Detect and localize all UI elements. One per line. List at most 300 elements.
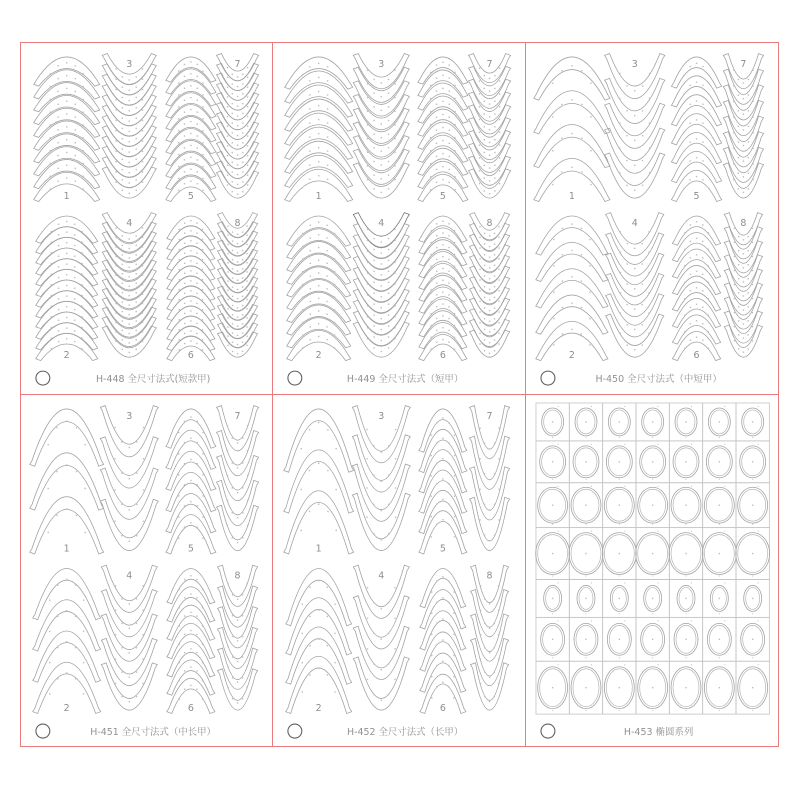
group-number: 8 bbox=[234, 569, 241, 581]
registration-dot bbox=[237, 467, 238, 468]
registration-dot bbox=[184, 123, 185, 124]
registration-dot bbox=[247, 77, 248, 78]
registration-dot bbox=[626, 110, 627, 111]
french-tip-arch-stencil bbox=[419, 252, 467, 278]
french-tip-arch-stencil bbox=[420, 568, 466, 607]
group-number: 8 bbox=[486, 569, 493, 581]
registration-dot bbox=[237, 353, 238, 354]
registration-dot bbox=[318, 221, 319, 222]
center-dot bbox=[685, 638, 686, 639]
group-number: 8 bbox=[486, 217, 493, 229]
registration-dot bbox=[327, 339, 328, 340]
registration-dot bbox=[499, 226, 500, 227]
registration-dot bbox=[431, 697, 432, 698]
registration-dot bbox=[178, 94, 179, 95]
french-tip-arch-stencil bbox=[671, 76, 721, 107]
registration-dot bbox=[484, 88, 485, 89]
registration-dot bbox=[184, 76, 185, 77]
registration-dot bbox=[484, 190, 485, 191]
registration-dot bbox=[689, 104, 690, 105]
registration-dot bbox=[641, 110, 642, 111]
registration-dot bbox=[751, 298, 752, 299]
registration-dot bbox=[232, 332, 233, 333]
registration-dot bbox=[184, 597, 185, 598]
center-dot bbox=[585, 421, 586, 422]
registration-dot bbox=[136, 273, 137, 274]
panel-label: H-448 全尺寸法式(短款甲) bbox=[95, 374, 211, 386]
registration-dot bbox=[752, 657, 753, 658]
french-tip-cup-stencil bbox=[354, 626, 410, 679]
registration-dot bbox=[57, 142, 58, 143]
registration-dot bbox=[436, 182, 437, 183]
registration-dot bbox=[381, 137, 382, 138]
registration-dot bbox=[184, 633, 185, 634]
registration-dot bbox=[242, 615, 243, 616]
registration-dot bbox=[557, 443, 558, 444]
french-tip-arch-stencil bbox=[285, 71, 353, 103]
registration-dot bbox=[381, 329, 382, 330]
registration-dot bbox=[381, 451, 382, 452]
registration-dot bbox=[232, 615, 233, 616]
registration-dot bbox=[66, 274, 67, 275]
french-tip-arch-stencil bbox=[167, 605, 215, 640]
group-number: 6 bbox=[693, 350, 700, 362]
registration-dot bbox=[388, 161, 389, 162]
french-tip-arch-stencil bbox=[419, 323, 467, 349]
registration-dot bbox=[455, 189, 456, 190]
registration-dot bbox=[494, 318, 495, 319]
registration-dot bbox=[689, 274, 690, 275]
registration-dot bbox=[449, 442, 450, 443]
registration-dot bbox=[142, 331, 143, 332]
registration-dot bbox=[318, 133, 319, 134]
registration-dot bbox=[232, 635, 233, 636]
registration-dot bbox=[178, 537, 179, 538]
registration-dot bbox=[190, 522, 191, 523]
french-tip-arch-stencil bbox=[420, 610, 466, 649]
registration-dot bbox=[227, 155, 228, 156]
center-dot bbox=[652, 504, 653, 505]
pattern-drawing bbox=[273, 43, 524, 394]
registration-dot bbox=[443, 518, 444, 519]
registration-dot bbox=[179, 661, 180, 662]
registration-dot bbox=[381, 607, 382, 608]
registration-dot bbox=[494, 473, 495, 474]
registration-dot bbox=[571, 276, 572, 277]
registration-dot bbox=[707, 315, 708, 316]
registration-dot bbox=[190, 240, 191, 241]
registration-dot bbox=[585, 657, 586, 658]
registration-dot bbox=[395, 487, 396, 488]
registration-dot bbox=[328, 510, 329, 511]
registration-dot bbox=[489, 91, 490, 92]
french-tip-arch-stencil bbox=[535, 216, 607, 255]
registration-dot bbox=[499, 519, 500, 520]
group-number: 3 bbox=[378, 58, 385, 70]
registration-dot bbox=[190, 260, 191, 261]
registration-dot bbox=[178, 106, 179, 107]
registration-dot bbox=[626, 284, 627, 285]
registration-dot bbox=[184, 578, 185, 579]
registration-dot bbox=[83, 693, 84, 694]
registration-dot bbox=[494, 671, 495, 672]
registration-dot bbox=[66, 221, 67, 222]
registration-dot bbox=[246, 299, 247, 300]
french-tip-cup-stencil bbox=[216, 480, 258, 525]
registration-dot bbox=[552, 436, 553, 437]
registration-dot bbox=[618, 436, 619, 437]
registration-hole-icon bbox=[288, 371, 302, 385]
group-number: 5 bbox=[440, 543, 447, 555]
registration-dot bbox=[66, 231, 67, 232]
french-tip-arch-stencil bbox=[418, 57, 468, 84]
registration-dot bbox=[247, 145, 248, 146]
registration-dot bbox=[684, 232, 685, 233]
registration-dot bbox=[431, 348, 432, 349]
registration-dot bbox=[242, 181, 243, 182]
registration-dot bbox=[443, 639, 444, 640]
registration-dot bbox=[431, 337, 432, 338]
french-tip-cup-stencil bbox=[216, 505, 258, 550]
registration-dot bbox=[58, 266, 59, 267]
registration-dot bbox=[122, 148, 123, 149]
registration-dot bbox=[484, 233, 485, 234]
registration-dot bbox=[702, 66, 703, 67]
group-number: 1 bbox=[316, 543, 323, 555]
group-number: 5 bbox=[440, 191, 447, 203]
registration-dot bbox=[626, 324, 627, 325]
french-tip-arch-stencil bbox=[419, 408, 467, 451]
registration-dot bbox=[684, 298, 685, 299]
registration-dot bbox=[179, 625, 180, 626]
registration-dot bbox=[489, 478, 490, 479]
registration-dot bbox=[591, 485, 592, 486]
registration-dot bbox=[76, 514, 77, 515]
registration-dot bbox=[448, 601, 449, 602]
registration-dot bbox=[202, 329, 203, 330]
registration-dot bbox=[388, 238, 389, 239]
registration-dot bbox=[310, 326, 311, 327]
registration-dot bbox=[142, 79, 143, 80]
registration-dot bbox=[641, 263, 642, 264]
registration-dot bbox=[66, 165, 67, 166]
registration-dot bbox=[742, 295, 743, 296]
registration-dot bbox=[494, 647, 495, 648]
registration-dot bbox=[624, 405, 625, 406]
registration-dot bbox=[494, 286, 495, 287]
registration-dot bbox=[82, 112, 83, 113]
registration-dot bbox=[122, 159, 123, 160]
registration-dot bbox=[136, 169, 137, 170]
registration-dot bbox=[733, 326, 734, 327]
registration-dot bbox=[82, 176, 83, 177]
registration-dot bbox=[479, 80, 480, 81]
registration-dot bbox=[374, 602, 375, 603]
registration-dot bbox=[232, 305, 233, 306]
french-tip-arch-stencil bbox=[533, 125, 609, 168]
registration-dot bbox=[197, 147, 198, 148]
registration-dot bbox=[381, 296, 382, 297]
registration-dot bbox=[430, 124, 431, 125]
registration-dot bbox=[334, 334, 335, 335]
registration-dot bbox=[242, 656, 243, 657]
registration-dot bbox=[381, 164, 382, 165]
registration-dot bbox=[327, 237, 328, 238]
registration-dot bbox=[718, 613, 719, 614]
registration-dot bbox=[114, 426, 115, 427]
french-tip-cup-stencil bbox=[471, 638, 509, 685]
registration-dot bbox=[443, 244, 444, 245]
registration-dot bbox=[499, 132, 500, 133]
center-dot bbox=[652, 552, 653, 553]
registration-dot bbox=[302, 334, 303, 335]
registration-dot bbox=[374, 106, 375, 107]
registration-dot bbox=[302, 632, 303, 633]
registration-dot bbox=[179, 289, 180, 290]
registration-dot bbox=[122, 283, 123, 284]
registration-dot bbox=[373, 532, 374, 533]
registration-dot bbox=[129, 333, 130, 334]
registration-dot bbox=[237, 598, 238, 599]
registration-dot bbox=[197, 484, 198, 485]
registration-dot bbox=[129, 110, 130, 111]
registration-dot bbox=[302, 296, 303, 297]
registration-dot bbox=[552, 82, 553, 83]
registration-dot bbox=[178, 166, 179, 167]
center-dot bbox=[585, 597, 586, 598]
french-tip-arch-stencil bbox=[420, 589, 466, 628]
group-number: 6 bbox=[187, 350, 194, 362]
registration-dot bbox=[618, 575, 619, 576]
registration-dot bbox=[246, 253, 247, 254]
registration-dot bbox=[619, 98, 620, 99]
registration-dot bbox=[381, 539, 382, 540]
registration-dot bbox=[733, 298, 734, 299]
registration-dot bbox=[232, 103, 233, 104]
registration-dot bbox=[381, 351, 382, 352]
registration-dot bbox=[196, 303, 197, 304]
pattern-sheet bbox=[20, 42, 779, 747]
registration-dot bbox=[237, 344, 238, 345]
registration-dot bbox=[696, 271, 697, 272]
registration-dot bbox=[571, 167, 572, 168]
registration-dot bbox=[724, 485, 725, 486]
registration-dot bbox=[634, 248, 635, 249]
registration-dot bbox=[624, 620, 625, 621]
registration-dot bbox=[431, 536, 432, 537]
registration-dot bbox=[484, 75, 485, 76]
registration-dot bbox=[227, 225, 228, 226]
registration-dot bbox=[484, 442, 485, 443]
registration-dot bbox=[443, 75, 444, 76]
registration-dot bbox=[708, 188, 709, 189]
registration-dot bbox=[733, 85, 734, 86]
registration-dot bbox=[202, 625, 203, 626]
registration-dot bbox=[561, 171, 562, 172]
registration-dot bbox=[76, 426, 77, 427]
registration-dot bbox=[696, 157, 697, 158]
registration-dot bbox=[395, 648, 396, 649]
registration-dot bbox=[431, 675, 432, 676]
registration-dot bbox=[552, 613, 553, 614]
registration-dot bbox=[122, 179, 123, 180]
registration-dot bbox=[237, 660, 238, 661]
registration-dot bbox=[436, 294, 437, 295]
registration-dot bbox=[136, 128, 137, 129]
french-tip-arch-stencil bbox=[533, 57, 609, 100]
registration-dot bbox=[395, 152, 396, 153]
registration-dot bbox=[480, 519, 481, 520]
registration-dot bbox=[190, 310, 191, 311]
registration-dot bbox=[388, 188, 389, 189]
registration-dot bbox=[237, 516, 238, 517]
registration-dot bbox=[179, 249, 180, 250]
registration-dot bbox=[66, 672, 67, 673]
registration-dot bbox=[246, 624, 247, 625]
registration-dot bbox=[190, 133, 191, 134]
registration-dot bbox=[742, 160, 743, 161]
registration-dot bbox=[480, 427, 481, 428]
registration-dot bbox=[58, 224, 59, 225]
registration-dot bbox=[196, 263, 197, 264]
registration-dot bbox=[484, 473, 485, 474]
registration-dot bbox=[455, 72, 456, 73]
registration-dot bbox=[552, 116, 553, 117]
registration-dot bbox=[227, 106, 228, 107]
registration-dot bbox=[82, 188, 83, 189]
registration-dot bbox=[484, 339, 485, 340]
registration-dot bbox=[197, 123, 198, 124]
registration-dot bbox=[178, 495, 179, 496]
registration-dot bbox=[702, 141, 703, 142]
registration-dot bbox=[184, 313, 185, 314]
registration-dot bbox=[691, 443, 692, 444]
registration-dot bbox=[733, 228, 734, 229]
french-tip-arch-stencil bbox=[166, 472, 216, 511]
registration-dot bbox=[747, 306, 748, 307]
registration-dot bbox=[443, 268, 444, 269]
registration-dot bbox=[696, 63, 697, 64]
registration-dot bbox=[455, 85, 456, 86]
registration-dot bbox=[318, 77, 319, 78]
registration-dot bbox=[232, 351, 233, 352]
french-tip-cup-stencil bbox=[101, 638, 157, 685]
registration-dot bbox=[443, 618, 444, 619]
group-number: 1 bbox=[316, 191, 323, 203]
registration-dot bbox=[202, 495, 203, 496]
registration-dot bbox=[242, 93, 243, 94]
registration-dot bbox=[431, 277, 432, 278]
registration-dot bbox=[122, 190, 123, 191]
registration-dot bbox=[742, 351, 743, 352]
registration-dot bbox=[652, 523, 653, 524]
registration-dot bbox=[484, 152, 485, 153]
registration-dot bbox=[489, 78, 490, 79]
registration-dot bbox=[184, 323, 185, 324]
registration-dot bbox=[585, 710, 586, 711]
registration-dot bbox=[489, 299, 490, 300]
registration-dot bbox=[751, 270, 752, 271]
registration-dot bbox=[115, 265, 116, 266]
registration-dot bbox=[752, 116, 753, 117]
registration-dot bbox=[129, 314, 130, 315]
registration-dot bbox=[196, 293, 197, 294]
registration-dot bbox=[136, 301, 137, 302]
registration-dot bbox=[227, 317, 228, 318]
registration-dot bbox=[232, 594, 233, 595]
registration-dot bbox=[484, 265, 485, 266]
registration-dot bbox=[66, 126, 67, 127]
registration-dot bbox=[619, 252, 620, 253]
registration-dot bbox=[334, 347, 335, 348]
registration-dot bbox=[381, 123, 382, 124]
registration-dot bbox=[302, 691, 303, 692]
registration-dot bbox=[552, 575, 553, 576]
registration-dot bbox=[747, 236, 748, 237]
registration-dot bbox=[367, 678, 368, 679]
registration-dot bbox=[56, 426, 57, 427]
registration-dot bbox=[318, 579, 319, 580]
registration-dot bbox=[232, 83, 233, 84]
registration-dot bbox=[757, 405, 758, 406]
registration-dot bbox=[318, 91, 319, 92]
registration-dot bbox=[57, 155, 58, 156]
registration-dot bbox=[129, 193, 130, 194]
registration-dot bbox=[733, 163, 734, 164]
registration-dot bbox=[309, 94, 310, 95]
registration-dot bbox=[327, 326, 328, 327]
registration-dot bbox=[684, 265, 685, 266]
registration-dot bbox=[74, 298, 75, 299]
french-tip-arch-stencil bbox=[671, 132, 721, 163]
registration-dot bbox=[178, 118, 179, 119]
registration-dot bbox=[494, 190, 495, 191]
registration-dot bbox=[499, 343, 500, 344]
registration-dot bbox=[689, 307, 690, 308]
center-dot bbox=[618, 504, 619, 505]
registration-dot bbox=[724, 443, 725, 444]
group-number: 6 bbox=[440, 350, 447, 362]
registration-dot bbox=[589, 318, 590, 319]
registration-dot bbox=[122, 107, 123, 108]
registration-dot bbox=[689, 241, 690, 242]
french-tip-cup-stencil bbox=[354, 595, 410, 648]
registration-dot bbox=[122, 349, 123, 350]
registration-dot bbox=[196, 670, 197, 671]
registration-dot bbox=[652, 575, 653, 576]
registration-dot bbox=[114, 458, 115, 459]
french-tip-cup-stencil bbox=[605, 233, 663, 276]
registration-dot bbox=[737, 141, 738, 142]
registration-dot bbox=[742, 192, 743, 193]
registration-dot bbox=[499, 333, 500, 334]
registration-dot bbox=[237, 298, 238, 299]
registration-dot bbox=[388, 503, 389, 504]
registration-dot bbox=[689, 85, 690, 86]
registration-dot bbox=[430, 72, 431, 73]
registration-dot bbox=[489, 116, 490, 117]
registration-dot bbox=[50, 163, 51, 164]
registration-dot bbox=[648, 252, 649, 253]
registration-dot bbox=[74, 224, 75, 225]
registration-dot bbox=[381, 263, 382, 264]
registration-dot bbox=[202, 516, 203, 517]
registration-dot bbox=[318, 105, 319, 106]
registration-dot bbox=[707, 265, 708, 266]
registration-dot bbox=[449, 259, 450, 260]
registration-dot bbox=[752, 179, 753, 180]
registration-dot bbox=[247, 424, 248, 425]
